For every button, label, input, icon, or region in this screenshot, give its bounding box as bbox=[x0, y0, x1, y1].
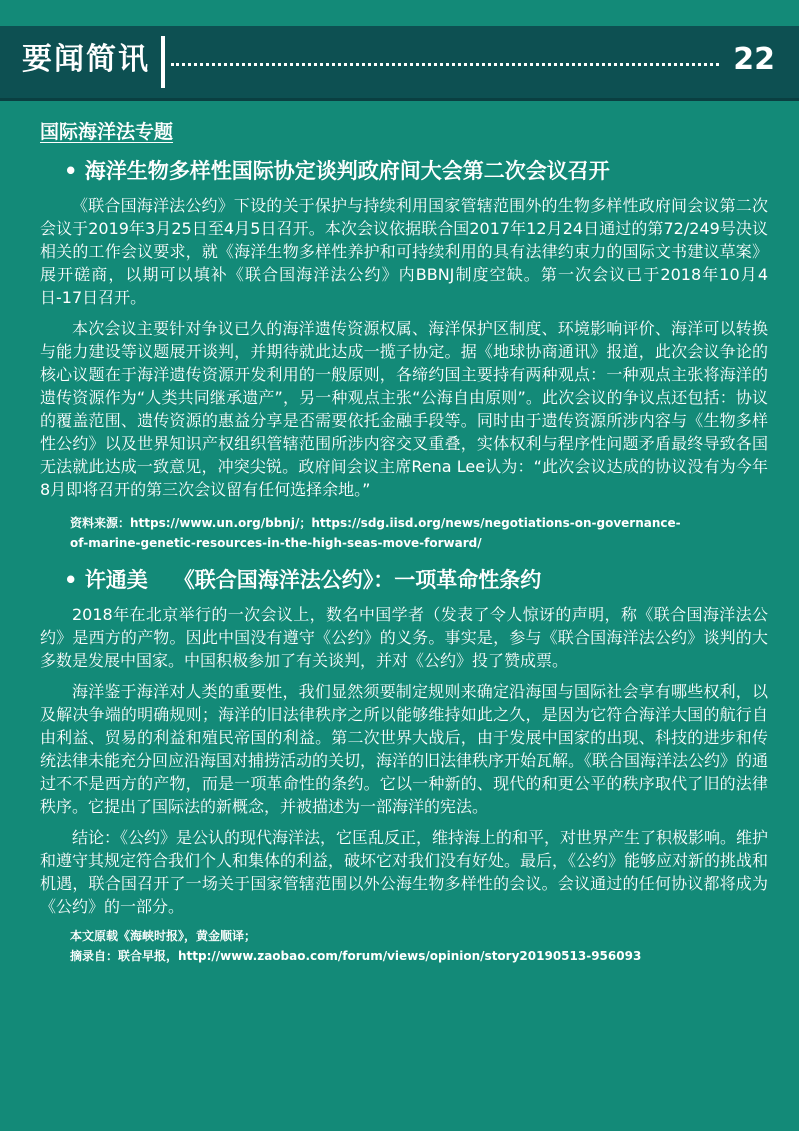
article-headline: 《联合国海洋法公约》：一项革命性条约 bbox=[173, 568, 542, 592]
header-title: 要闻简讯 bbox=[22, 42, 150, 77]
source-line: 资料来源：https://www.un.org/bbnj/；https://sdg.iisd.org/news/negotiations-on-governance- bbox=[70, 516, 681, 530]
article-paragraph: 海洋鉴于海洋对人类的重要性，我们显然须要制定规则来确定沿海国与国际社会享有哪些权利，以及解决争端的明确规则；海洋的旧法律秩序之所以能够维持如此之久，是因为它符合海洋大国的航行自由利益、贸易的利益和殖民帝国的利益。第二次世界大战后，由于发展中国家的出现、科技的进步和传统法律未能充分回应沿海国对捕捞活动的关切，海洋的旧法律秩序开始瓦解。《联合国海洋法公约》的通过不不是西方的产物，而是一项革命性的条约。它以一种新的、现代的和更公平的秩序取代了旧的法律秩序。它提出了国际法的新概念，并被描述为一部海洋的宪法。 bbox=[40, 682, 769, 816]
article-title: • 海洋生物多样性国际协定谈判政府间大会第二次会议召开 bbox=[64, 159, 610, 183]
article-title bbox=[64, 565, 768, 595]
article-author: • 许通美 bbox=[64, 568, 148, 592]
page-header bbox=[0, 26, 799, 101]
source-reference bbox=[70, 513, 768, 553]
page-number: 22 bbox=[733, 42, 775, 77]
article-bbnj bbox=[40, 156, 768, 553]
source-reference bbox=[70, 926, 768, 966]
article-paragraph: 结论：《公约》是公认的现代海洋法，它匡乱反正，维持海上的和平，对世界产生了积极影响。维护和遵守其规定符合我们个人和集体的利益，破坏它对我们没有好处。最后，《公约》能够应对新的挑战和机遇，联合国召开了一场关于国家管辖范围以外公海生物多样性的会议。会议通过的任何协议都将成为《公约》的一部分。 bbox=[40, 828, 769, 916]
source-line: of-marine-genetic-resources-in-the-high-seas-move-forward/ bbox=[70, 536, 482, 550]
main-content bbox=[40, 118, 768, 966]
article-unclos bbox=[40, 565, 768, 966]
source-line: 本文原载《海峡时报》，黄金顺译； bbox=[70, 929, 257, 943]
article-paragraph: 2018年在北京举行的一次会议上，数名中国学者（发表了令人惊讶的声明，称《联合国海洋法公约》是西方的产物。因此中国没有遵守《公约》的义务。事实是，参与《联合国海洋法公约》谈判的大多数是发展中国家。中国积极参加了有关谈判，并对《公约》投了赞成票。 bbox=[40, 605, 768, 670]
section-title: 国际海洋法专题 bbox=[40, 121, 174, 143]
article-paragraph: 本次会议主要针对争议已久的海洋遗传资源权属、海洋保护区制度、环境影响评价、海洋可以转换与能力建设等议题展开谈判，并期待就此达成一揽子协定。据《地球协商通讯》报道，此次会议争论的核心议题在于海洋遗传资源开发利用的一般原则，各缔约国主要持有两种观点：一种观点主张将海洋的遗传资源作为“人类共同继承遗产”，另一种观点主张“公海自由原则”。此次会议的争议点还包括：协议的覆盖范围、遗传资源的惠益分享是否需要依托金融手段等。同时由于遗传资源所涉内容与《生物多样性公约》以及世界知识产权组织管辖范围所涉内容交叉重叠，实体权利与程序性问题矛盾最终导致各国无法就此达成一致意见，冲突尖锐。政府间会议主席Rena Lee认为：“此次会议达成的协议没有为今年8月即将召开的第三次会议留有任何选择余地。” bbox=[40, 319, 768, 499]
header-dotted-line bbox=[171, 63, 719, 66]
source-line: 摘录自：联合早报，http://www.zaobao.com/forum/views/opinion/story20190513-956093 bbox=[70, 949, 642, 963]
article-paragraph: 《联合国海洋法公约》下设的关于保护与持续利用国家管辖范围外的生物多样性政府间会议第二次会议于2019年3月25日至4月5日召开。本次会议依据联合国2017年12月24日通过的第72/249号决议相关的工作会议要求，就《海洋生物多样性养护和可持续利用的具有法律约束力的国际文书建议草案》展开磋商，以期可以填补《联合国海洋法公约》内BBNJ制度空缺。第一次会议已于2018年10月4日-17日召开。 bbox=[40, 196, 768, 307]
header-divider-bar bbox=[161, 36, 165, 88]
